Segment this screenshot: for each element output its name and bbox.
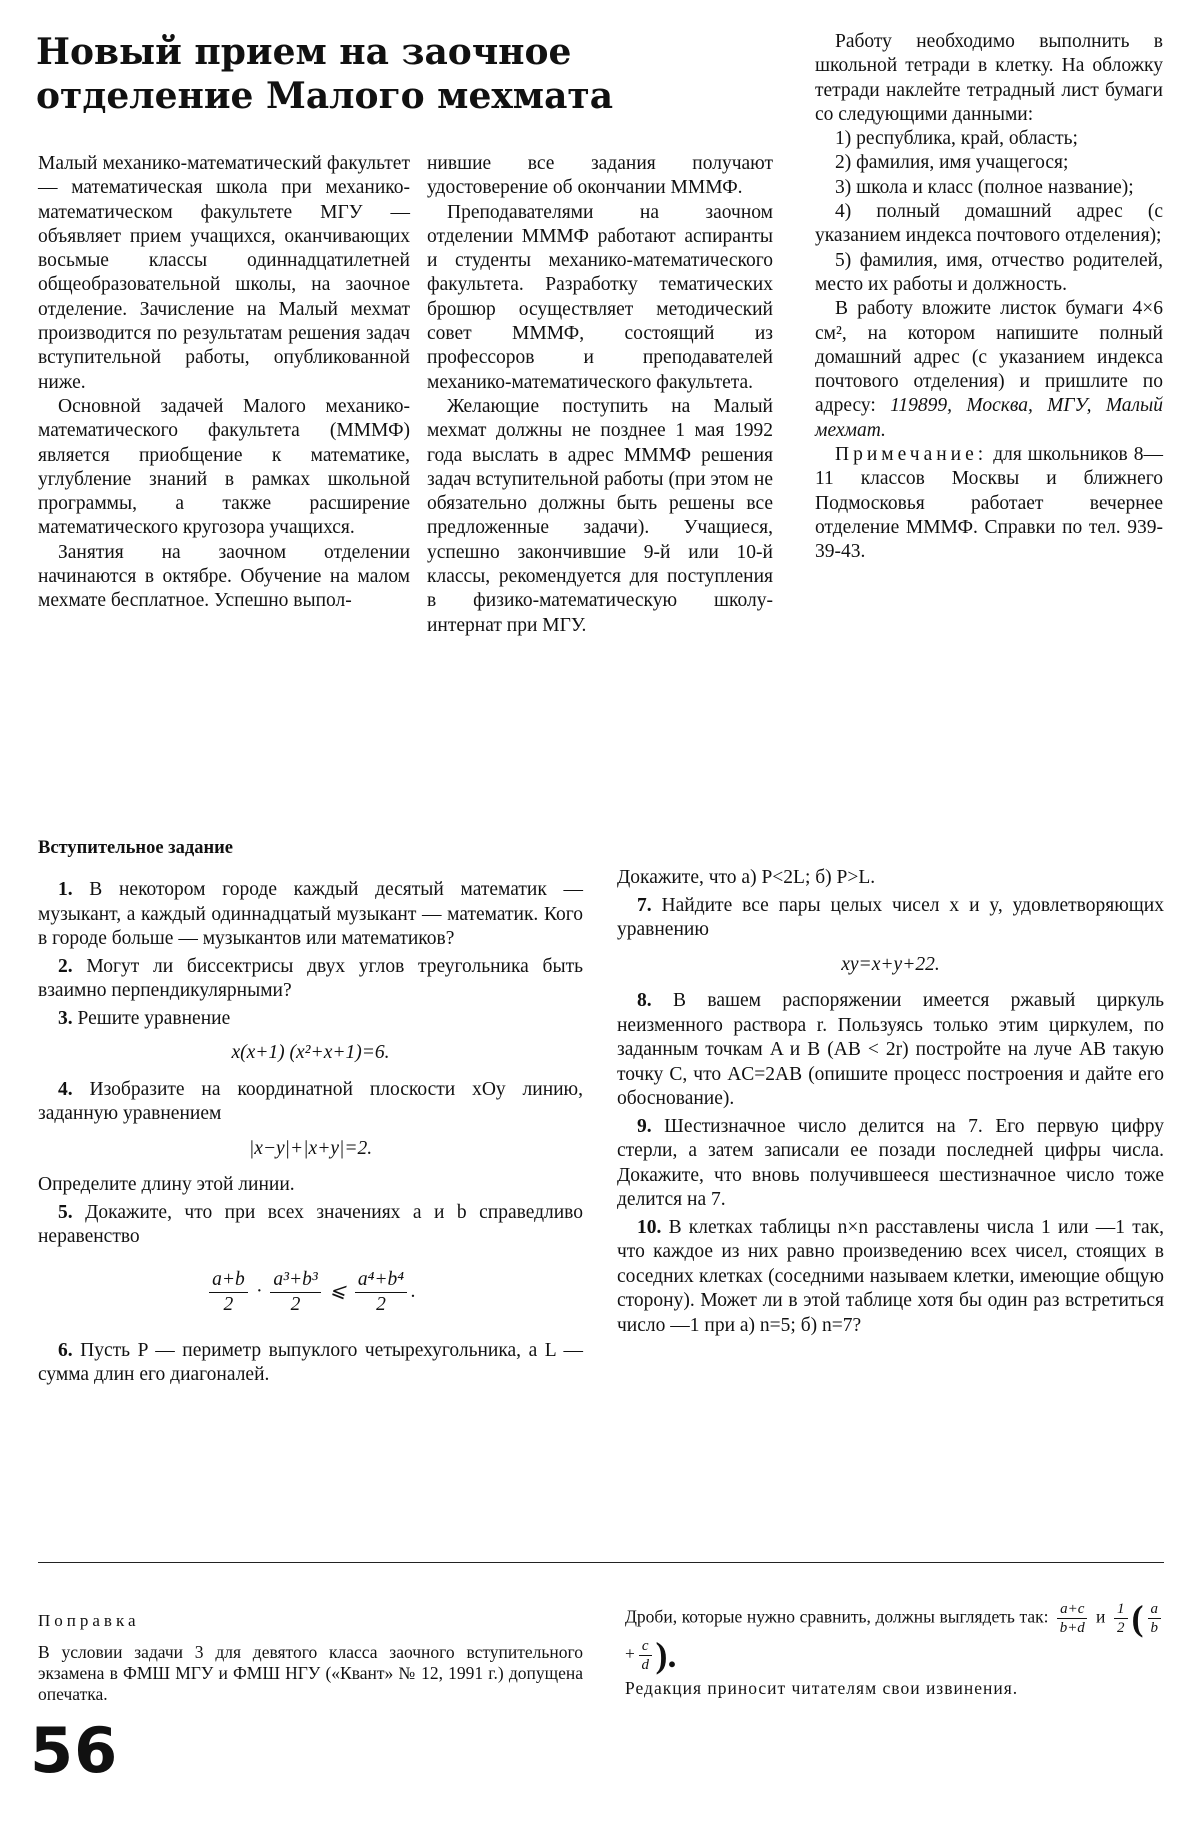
intro-column-1 [38,152,410,614]
intro-paragraph: Желающие поступить на Малый мехмат должны не позднее 1 мая 1992 года выслать в адрес МММФ решения задач вступительной работы (при этом не обязательно должны быть решены все предложенные задачи). Учащиеся, успешно закончившие 9-й или 10-й классы, рекомендуется для поступления в физико-математическую школу-интернат при МГУ. [427,395,773,636]
task-number: 1. [58,879,73,900]
task-text: В некотором городе каждый десятый математик — музыкант, а каждый одиннадцатый музыкант — математик. Кого в городе больше — музыкантов или математиков? [38,879,583,949]
correction-fix-text: Дроби, которые нужно сравнить, должны выглядеть так: [625,1606,1049,1627]
intro-paragraph: Занятия на заочном отделении начинаются в октябре. Обучение на малом мехмате бесплатное. Успешно выпол- [38,541,410,612]
task-6-continued: Докажите, что а) P<2L; б) P>L. [617,867,876,888]
equation: xy=x+y+22. [841,953,940,975]
operator: ⩽ [329,1280,346,1302]
task-text: В вашем распоряжении имеется ржавый циркуль неизменного раствора r. Пользуясь только этим циркулем, по заданным точкам A и B (AB < 2r) постройте на луче AB такую точку C, что AC=2AB (опишите процесс построения и дайте его обоснование). [617,990,1165,1109]
task-number: 9. [637,1115,652,1137]
denominator: d [641,1657,649,1673]
task-number: 5. [58,1201,73,1223]
parenthesis: ( [1131,1598,1144,1638]
numerator: a+c [1057,1600,1087,1619]
address-instructions: В работу вложите листок бумаги 4×6 см², на котором напишите полный домашний адрес (с указанием индекса почтового отделения) и пришлите по адресу: [815,298,1163,417]
correction-heading: Поправка [38,1611,140,1630]
article-title: Новый прием на заочное отделение Малого мехмата [36,31,614,117]
intro-paragraph: Малый механико-математический факультет — математическая школа при механико-математическом факультете МГУ — объявляет прием учащихся, оканчивающих восьмые классы одиннадцатилетней общеобразовательной школы, на заочное отделение. Зачисление на Малый мехмат производится по результатам решения задач вступительной работы, опубликованной ниже. [38,153,410,393]
intro-column-2 [427,152,773,638]
task-number: 10. [637,1216,662,1238]
denominator: 2 [223,1293,234,1315]
denominator: b [1150,1620,1159,1636]
apology-text: Редакция приносит читателям свои извинения. [625,1678,1019,1698]
note-paragraph [815,443,1163,564]
task-3 [38,1007,583,1032]
task-text-continued: Определите длину этой линии. [38,1174,295,1195]
task-text: Изобразите на координатной плоскости xOy линию, заданную уравнением [38,1078,584,1124]
task-text: Докажите, что при всех значениях a и b справедливо неравенство [38,1201,584,1247]
fraction [355,1268,407,1317]
fraction [209,1268,248,1317]
task-number: 2. [58,955,73,977]
task-4 [38,1078,583,1127]
numerator: c [639,1637,652,1656]
tasks-heading: Вступительное задание [38,838,233,858]
denominator: 2 [290,1293,301,1315]
task-number: 7. [637,894,652,916]
form-field-item: 5) фамилия, имя, отчество родителей, место их работы и должность. [815,249,1163,295]
fraction [1148,1600,1162,1637]
task-text: Найдите все пары целых чисел x и y, удовлетворяющих уравнению [617,894,1164,940]
task-number: 4. [58,1078,73,1100]
page-number: 56 [30,1714,119,1787]
task-5 [38,1201,583,1250]
task-number: 6. [58,1339,73,1361]
numerator: 1 [1114,1600,1128,1619]
correction-text: В условии задачи 3 для девятого класса заочного вступительного экзамена в ФМШ МГУ и ФМШ НГУ («Квант» № 12, 1991 г.) допущена опечатка. [38,1642,583,1704]
form-field-item: 4) полный домашний адрес (с указанием индекса почтового отделения); [815,201,1163,247]
form-field-item: 1) республика, край, область; [835,128,1078,150]
note-label: Примечание: [835,444,988,466]
numerator: a [1148,1600,1162,1619]
task-6 [38,1339,583,1388]
tasks-column-1 [38,878,583,1391]
fraction [639,1637,652,1674]
equation: x(x+1) (x²+x+1)=6. [231,1042,390,1063]
form-field-item: 2) фамилия, имя учащегося; [835,152,1069,174]
task-7 [617,894,1164,943]
denominator: b+d [1059,1620,1085,1636]
task-text: Решите уравнение [77,1007,231,1029]
operator: . [411,1280,416,1302]
task-text: Пусть P — периметр выпуклого четырехугольника, а L — сумма длин его диагоналей. [38,1339,584,1385]
denominator: 2 [1117,1620,1125,1636]
address-paragraph [815,297,1163,443]
task-number: 8. [637,990,652,1011]
numerator: a+b [209,1268,248,1293]
tasks-column-2 [617,866,1164,1341]
denominator: 2 [376,1293,386,1315]
operator: · [256,1280,262,1302]
task-text: Могут ли биссектрисы двух углов треугольника быть взаимно перпендикулярными? [38,955,583,1001]
note-text: для школьников 8—11 классов Москвы и ближнего Подмосковья работает вечернее отделение МММФ. Справки по тел. 939-39-43. [815,444,1163,563]
conjunction: и [1096,1606,1106,1627]
intro-paragraph: Основной задачей Малого механико-математического факультета (МММФ) является приобщение к математике, углубление знаний в рамках школьной программы, а также расширение математического кругозора учащихся. [38,395,410,539]
operator: + [625,1643,635,1664]
task-text: Шестизначное число делится на 7. Его первую цифру стерли, а затем записали ее позади последней цифры числа. Докажите, что вновь получившееся шестизначное число тоже делится на 7. [617,1115,1164,1210]
task-9 [617,1115,1164,1213]
instructions-paragraph: Работу необходимо выполнить в школьной тетради в клетку. На обложку тетради наклейте тетрадный лист бумаги со следующими данными: [815,31,1163,125]
task-1 [38,878,583,952]
postal-address: 119899, Москва, МГУ, Малый мехмат. [815,395,1163,441]
equation: |x−y|+|x+y|=2. [248,1137,373,1159]
intro-paragraph: нившие все задания получают удостоверение об окончании МММФ. [427,153,773,199]
task-text: В клетках таблицы n×n расставлены числа 1 или —1 так, что каждое из них равно произведению всех чисел, стоящих в соседних клетках (соседними называем клетки, имеющие общую сторону). Может ли в этой таблице хотя бы один раз встретиться число —1 при а) n=5; б) n=7? [617,1216,1164,1336]
task-2 [38,955,583,1004]
correction-fix [625,1600,1165,1699]
inequality-formula [38,1268,583,1317]
numerator: a⁴+b⁴ [355,1268,407,1293]
task-10 [617,1216,1164,1339]
intro-column-3 [815,30,1163,565]
parenthesis: ). [655,1635,677,1675]
section-divider [38,1562,1164,1563]
fraction [1057,1600,1087,1637]
numerator: a³+b³ [270,1268,320,1293]
task-8 [617,989,1164,1112]
form-field-item: 3) школа и класс (полное название); [835,176,1134,198]
fraction [270,1268,320,1317]
intro-paragraph: Преподавателями на заочном отделении МММФ работают аспиранты и студенты механико-математического факультета. Разработку тематических брошюр осуществляет методический совет МММФ, состоящий из профессоров и преподавателей механико-математического факультета. [427,201,773,393]
task-number: 3. [58,1007,73,1029]
fraction [1114,1600,1128,1637]
